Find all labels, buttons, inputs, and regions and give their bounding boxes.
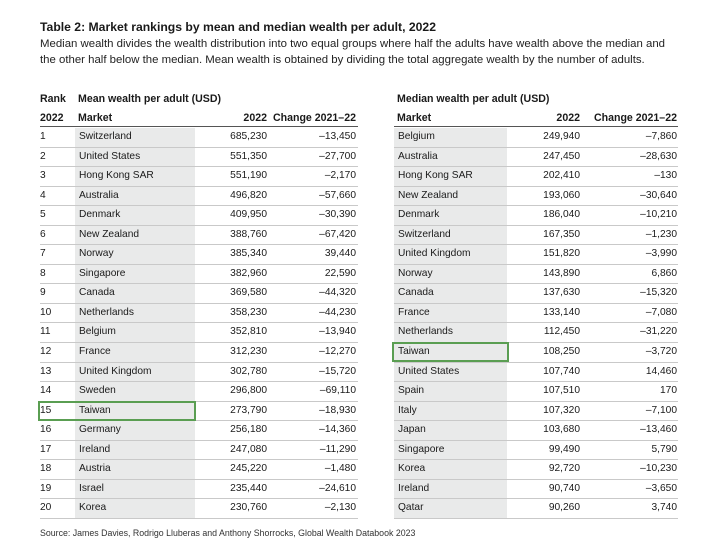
market-cell: Japan [394,421,507,440]
mean-wealth-cell: 685,230 [230,131,267,142]
change-cell: –67,420 [319,228,356,240]
table-row [394,382,678,402]
table-row [40,226,358,246]
market-cell: Spain [394,382,507,401]
change-cell: –1,480 [324,463,356,475]
table-row [40,304,358,324]
table-subtitle: Median wealth divides the wealth distribution into two equal groups where half the adults have wealth above the median and the other half below the median. Mean wealth is obtained by dividing the total aggregate wealth by the number of adults. [40,38,665,66]
highlight-box [392,342,509,362]
mean-wealth-cell: 247,080 [230,443,267,455]
change-cell: –44,230 [319,306,356,318]
median-wealth-cell: 107,510 [543,385,580,397]
change-cell: –2,170 [324,170,356,182]
change-cell: –13,460 [640,424,677,436]
change-cell: –13,940 [319,326,356,338]
table-row [394,323,678,343]
table-row [394,128,678,148]
table-row [40,499,358,519]
table-row [394,363,678,383]
mean-wealth-cell: 235,440 [230,482,267,494]
rank-cell: 17 [40,443,52,455]
mean-wealth-cell: 388,760 [230,228,267,240]
market-cell: Denmark [75,206,195,225]
mean-wealth-cell: 409,950 [230,209,267,221]
market-cell: Australia [394,148,507,167]
mean-wealth-cell: 382,960 [230,267,267,279]
mean-wealth-cell: 296,800 [230,385,267,397]
change-cell: 22,590 [324,267,356,279]
change-cell: –44,320 [319,287,356,299]
rank-cell: 9 [40,287,46,299]
change-cell: –30,390 [319,209,356,221]
table-row [394,460,678,480]
table-row [40,343,358,363]
market-cell: France [394,304,507,323]
table-row [40,167,358,187]
market-cell: Taiwan [75,402,195,421]
rank-cell: 18 [40,463,52,475]
rank-cell: 11 [40,326,51,338]
market-cell: Denmark [394,206,507,225]
rank-cell: 13 [40,365,52,377]
market-cell: Italy [394,402,507,421]
table-row [394,402,678,422]
change-cell: –31,220 [640,326,677,338]
change-cell: –3,720 [645,346,677,358]
table-row [394,343,678,363]
market-cell: Israel [75,480,195,499]
change-cell: 39,440 [324,248,356,260]
market-cell: Switzerland [394,226,507,245]
table-row [394,245,678,265]
median-wealth-cell: 112,450 [543,326,580,338]
table-row [40,382,358,402]
table-row [394,167,678,187]
change-cell: –13,450 [319,131,356,142]
median-wealth-cell: 133,140 [543,306,580,318]
median-wealth-cell: 90,740 [548,482,580,494]
median-wealth-table [394,128,678,519]
rank-cell: 12 [40,346,52,358]
change-cell: –14,360 [319,424,356,436]
mean-market-header: Market [78,112,113,124]
rank-cell: 6 [40,228,46,240]
change-cell: –27,700 [319,150,356,162]
table-row [394,265,678,285]
market-cell: Australia [75,187,195,206]
mean-wealth-cell: 302,780 [230,365,267,377]
market-cell: New Zealand [394,187,507,206]
mean-wealth-cell: 312,230 [230,346,267,358]
market-cell: Netherlands [75,304,195,323]
market-cell: Germany [75,421,195,440]
table-row [40,284,358,304]
mean-wealth-cell: 245,220 [230,463,267,475]
table-row [40,460,358,480]
market-cell: United Kingdom [75,363,195,382]
table-title: Table 2: Market rankings by mean and median wealth per adult, 2022 [40,20,436,34]
change-cell: 170 [660,385,677,397]
rank-cell: 4 [40,189,46,201]
rank-year-header: 2022 [40,112,64,124]
mean-wealth-cell: 230,760 [230,502,267,514]
market-cell: Belgium [394,128,507,147]
market-cell: Norway [75,245,195,264]
market-cell: Ireland [75,441,195,460]
market-cell: Taiwan [394,343,507,362]
market-cell: New Zealand [75,226,195,245]
median-wealth-cell: 107,320 [543,404,580,416]
market-cell: France [75,343,195,362]
table-row [394,226,678,246]
mean-wealth-table [40,128,358,519]
change-cell: –15,320 [640,287,677,299]
mean-wealth-cell: 273,790 [230,404,267,416]
change-cell: 14,460 [645,365,677,377]
mean-wealth-cell: 551,350 [230,150,267,162]
header-rule-right [394,126,678,127]
change-cell: –130 [654,170,677,182]
rank-cell: 7 [40,248,46,260]
market-cell: Austria [75,460,195,479]
rank-cell: 19 [40,482,52,494]
median-wealth-cell: 167,350 [543,228,580,240]
market-cell: Ireland [394,480,507,499]
change-cell: –3,990 [645,248,677,260]
table-row [40,206,358,226]
rank-cell: 10 [40,306,52,318]
change-cell: –10,230 [640,463,677,475]
median-wealth-cell: 103,680 [543,424,580,436]
mean-wealth-cell: 551,190 [230,170,267,182]
market-cell: Hong Kong SAR [75,167,195,186]
market-cell: Canada [75,284,195,303]
market-cell: United Kingdom [394,245,507,264]
market-cell: Sweden [75,382,195,401]
median-wealth-cell: 193,060 [543,189,580,201]
market-cell: Netherlands [394,323,507,342]
change-cell: –11,290 [319,443,356,455]
change-cell: –10,210 [640,209,677,221]
table-row [394,480,678,500]
rank-cell: 15 [40,404,52,416]
table-row [40,480,358,500]
highlight-box [38,401,196,421]
market-cell: Korea [75,499,195,518]
table-row [394,187,678,207]
market-cell: United States [394,363,507,382]
table-row [394,304,678,324]
median-wealth-cell: 107,740 [543,365,580,377]
rank-cell: 20 [40,502,52,514]
row-divider [394,518,678,519]
median-wealth-cell: 247,450 [543,150,580,162]
mean-wealth-cell: 352,810 [230,326,267,338]
rank-header: Rank [40,93,66,105]
rank-cell: 2 [40,150,46,162]
market-cell: Qatar [394,499,507,518]
change-cell: –18,930 [319,404,356,416]
table-row [394,421,678,441]
market-cell: Singapore [75,265,195,284]
table-row [40,323,358,343]
market-cell: Hong Kong SAR [394,167,507,186]
median-wealth-cell: 92,720 [548,463,580,475]
table-row [40,245,358,265]
change-cell: –15,720 [319,365,356,377]
change-cell: –7,100 [645,404,677,416]
table-row [394,499,678,519]
table-row [394,148,678,168]
row-divider [40,518,358,519]
change-cell: 3,740 [651,502,677,514]
mean-wealth-cell: 385,340 [230,248,267,260]
rank-cell: 1 [40,131,46,142]
median-wealth-cell: 137,630 [543,287,580,299]
median-wealth-cell: 143,890 [543,267,580,279]
median-year-header: 2022 [556,112,580,124]
market-cell: Korea [394,460,507,479]
table-row [40,148,358,168]
market-cell: Singapore [394,441,507,460]
mean-wealth-cell: 496,820 [230,189,267,201]
mean-year-header: 2022 [243,112,267,124]
rank-cell: 3 [40,170,46,182]
table-row [40,402,358,422]
median-wealth-cell: 99,490 [548,443,580,455]
change-cell: 5,790 [651,443,677,455]
market-cell: Norway [394,265,507,284]
rank-cell: 14 [40,385,52,397]
change-cell: –2,130 [324,502,356,514]
table-row [40,421,358,441]
median-market-header: Market [397,112,432,124]
table-row [40,441,358,461]
rank-cell: 5 [40,209,46,221]
mean-wealth-cell: 369,580 [230,287,267,299]
change-cell: –7,860 [645,131,677,142]
source-note: Source: James Davies, Rodrigo Lluberas and Anthony Shorrocks, Global Wealth Databook 2023 [40,528,416,538]
change-cell: –12,270 [319,346,356,358]
market-cell: Switzerland [75,128,195,147]
median-wealth-cell: 108,250 [543,346,580,358]
mean-group-header: Mean wealth per adult (USD) [78,93,222,105]
change-cell: –7,080 [645,306,677,318]
table-row [394,284,678,304]
median-wealth-cell: 249,940 [543,131,580,142]
market-cell: Belgium [75,323,195,342]
mean-wealth-cell: 358,230 [230,306,267,318]
rank-cell: 8 [40,267,46,279]
change-cell: –1,230 [645,228,677,240]
table-row [40,363,358,383]
change-cell: 6,860 [651,267,677,279]
table-row [40,265,358,285]
median-group-header: Median wealth per adult (USD) [397,93,550,105]
change-cell: –24,610 [319,482,356,494]
change-cell: –69,110 [319,385,356,397]
change-cell: –28,630 [640,150,677,162]
rank-cell: 16 [40,424,52,436]
market-cell: United States [75,148,195,167]
change-cell: –57,660 [319,189,356,201]
change-cell: –3,650 [645,482,677,494]
table-row [40,128,358,148]
market-cell: Canada [394,284,507,303]
median-change-header: Change 2021–22 [593,112,677,124]
mean-change-header: Change 2021–22 [272,112,356,124]
table-row [40,187,358,207]
median-wealth-cell: 202,410 [543,170,580,182]
median-wealth-cell: 90,260 [548,502,580,514]
header-rule-left [40,126,358,127]
change-cell: –30,640 [640,189,677,201]
mean-wealth-cell: 256,180 [230,424,267,436]
table-row [394,206,678,226]
median-wealth-cell: 186,040 [543,209,580,221]
table-row [394,441,678,461]
median-wealth-cell: 151,820 [543,248,580,260]
